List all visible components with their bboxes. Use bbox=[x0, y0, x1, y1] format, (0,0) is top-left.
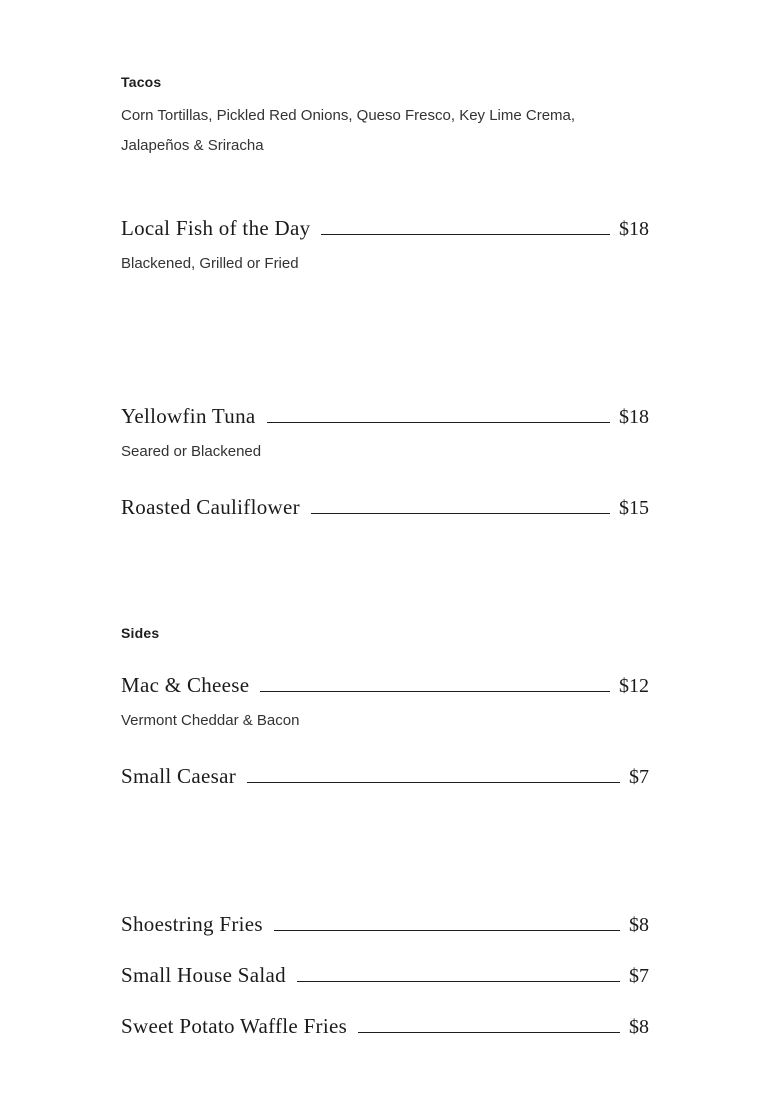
menu-item-price: $7 bbox=[629, 965, 649, 987]
leader-line bbox=[297, 981, 620, 982]
menu-item-name: Roasted Cauliflower bbox=[121, 495, 300, 519]
menu-item-name: Mac & Cheese bbox=[121, 673, 250, 697]
leader-line bbox=[247, 782, 620, 783]
menu-item-price: $8 bbox=[629, 1016, 649, 1038]
menu-item-name: Small House Salad bbox=[121, 963, 286, 987]
menu-item-price: $12 bbox=[619, 675, 649, 697]
menu-item-row bbox=[121, 1014, 649, 1039]
menu-item-name: Local Fish of the Day bbox=[121, 216, 311, 240]
leader-line bbox=[321, 234, 610, 235]
menu-item-price: $18 bbox=[619, 406, 649, 428]
leader-line bbox=[358, 1032, 620, 1033]
menu-item-note: Blackened, Grilled or Fried bbox=[121, 255, 299, 272]
leader-line bbox=[260, 691, 610, 692]
menu-item-price: $8 bbox=[629, 914, 649, 936]
menu-item-price: $18 bbox=[619, 218, 649, 240]
menu-item-row bbox=[121, 673, 649, 698]
menu-item-name: Yellowfin Tuna bbox=[121, 404, 256, 428]
leader-line bbox=[311, 513, 610, 514]
section-description-line: Jalapeños & Sriracha bbox=[121, 137, 264, 154]
menu-item-row bbox=[121, 764, 649, 789]
menu-item-name: Sweet Potato Waffle Fries bbox=[121, 1014, 348, 1038]
section-heading-tacos: Tacos bbox=[121, 74, 162, 90]
menu-item-price: $7 bbox=[629, 766, 649, 788]
menu-item-row bbox=[121, 912, 649, 937]
menu-item-price: $15 bbox=[619, 497, 649, 519]
menu-item-note: Vermont Cheddar & Bacon bbox=[121, 712, 300, 729]
menu-item-name: Small Caesar bbox=[121, 764, 236, 788]
leader-line bbox=[267, 422, 610, 423]
menu-item-row bbox=[121, 495, 649, 520]
menu-item-note: Seared or Blackened bbox=[121, 443, 262, 460]
menu-item-row bbox=[121, 404, 649, 429]
section-heading-sides: Sides bbox=[121, 625, 160, 641]
section-description-line: Corn Tortillas, Pickled Red Onions, Queso Fresco, Key Lime Crema, bbox=[121, 107, 576, 124]
menu-item-row bbox=[121, 216, 649, 241]
leader-line bbox=[274, 930, 620, 931]
menu-item-name: Shoestring Fries bbox=[121, 912, 263, 936]
menu-item-row bbox=[121, 963, 649, 988]
